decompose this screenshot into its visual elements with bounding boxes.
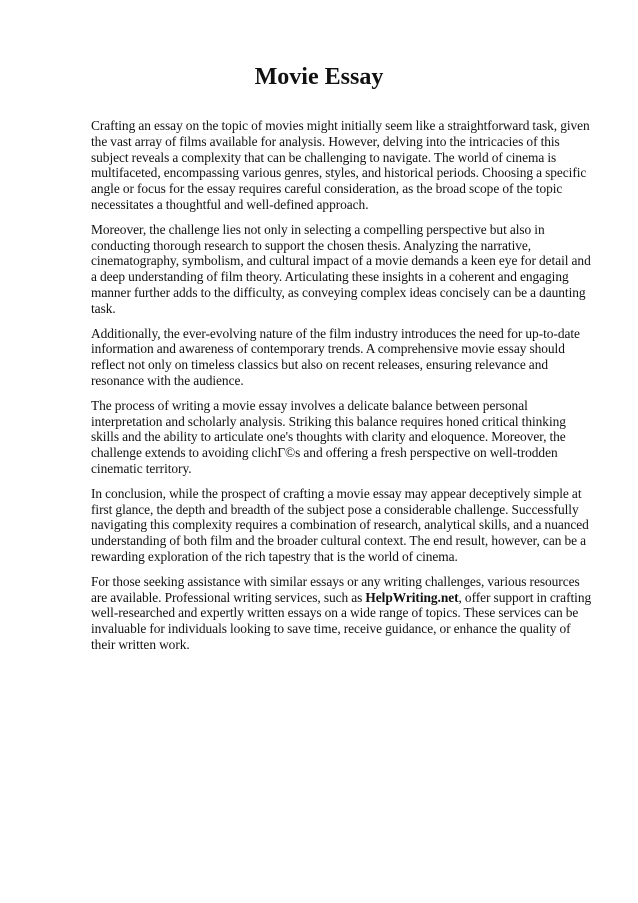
paragraph-2: Moreover, the challenge lies not only in selecting a compelling perspective but also in conducting thorough research to support the chosen thesis. Analyzing the narrative, cinematography, symbolism, and cultural impact of a movie demands a keen eye for detail and a deep understanding of film theory. Articulating these insights in a coherent and engaging manner further adds to the difficulty, as conveying complex ideas concisely can be a daunting task. <box>91 221 591 316</box>
paragraph-3: Additionally, the ever-evolving nature of the film industry introduces the need for up-to-date information and awareness of contemporary trends. A comprehensive movie essay should reflect not only on timeless classics but also on recent releases, ensuring relevance and resonance with the audience. <box>91 325 580 388</box>
paragraph-6-text-before: For those seeking assistance with similar essays or any writing challenges, various resources are available. Professional writing services, such as <box>91 573 580 605</box>
paragraph-4: The process of writing a movie essay involves a delicate balance between personal interpretation and scholarly analysis. Striking this balance requires honed critical thinking skills and the ability to articulate one's thoughts with clarity and eloquence. Moreover, the challenge extends to avoiding clichГ©s and offering a fresh perspective on well-trodden cinematic territory. <box>91 397 566 476</box>
helpwriting-link[interactable]: HelpWriting.net <box>365 589 459 605</box>
paragraph-6 <box>91 574 595 653</box>
essay-body <box>91 118 595 662</box>
paragraph-1: Crafting an essay on the topic of movies might initially seem like a straightforward task, given the vast array of films available for analysis. However, delving into the intricacies of this subject reveals a complexity that can be challenging to navigate. The world of cinema is multifaceted, encompassing various genres, styles, and historical periods. Choosing a specific angle or focus for the essay requires careful consideration, as the broad scope of the topic necessitates a thoughtful and well-defined approach. <box>91 118 590 212</box>
paragraph-5: In conclusion, while the prospect of crafting a movie essay may appear deceptively simple at first glance, the depth and breadth of the subject pose a considerable challenge. Successfully navigating this complexity requires a combination of research, analytical skills, and a nuanced understanding of both film and the broader cultural context. The end result, however, can be a rewarding exploration of the rich tapestry that is the world of cinema. <box>91 485 589 564</box>
paragraph-6-text-after: , offer support in crafting well-researched and expertly written essays on a wide range of topics. These services can be invaluable for individuals looking to save time, receive guidance, or enhance the quality of their written work. <box>91 589 592 652</box>
page-title: Movie Essay <box>254 64 384 90</box>
